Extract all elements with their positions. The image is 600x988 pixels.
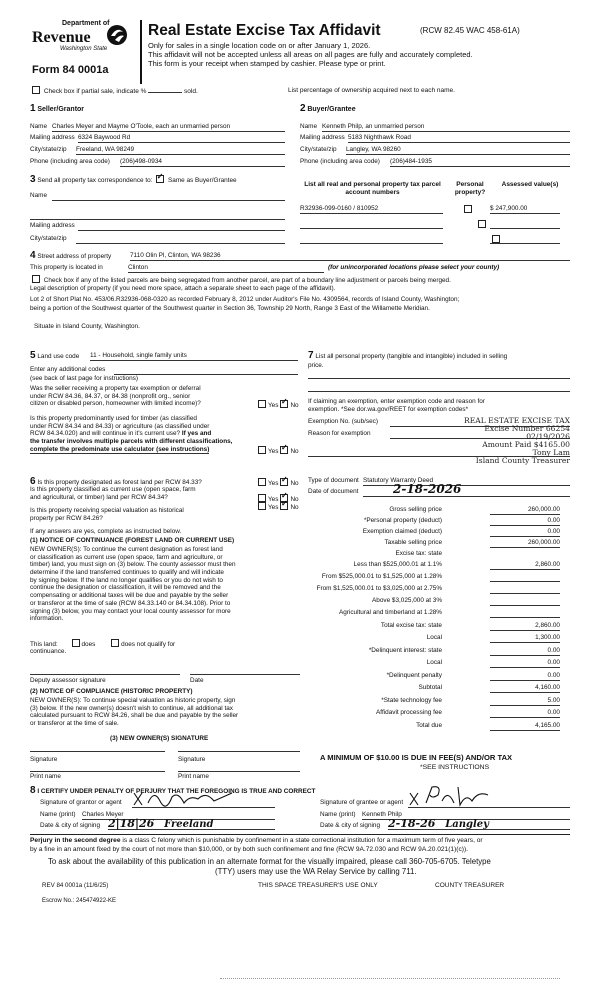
treasurer-stamp: REAL ESTATE EXCISE TAX Excise Number 66254 02/19/2026 Amount Paid $4165.00 Tony Lam Island County Treasurer [463,416,570,465]
buyer-phone-row: Phone (including area code) (206)484-1935 [300,158,570,166]
current-use-question: Is this property classified as current use (open space, farm and agricultural, or timber) land per RCW 84.34? Yes✓ No [30,486,302,501]
deputy-date-label: Date [190,677,204,684]
land-use-field[interactable]: 11 - Household, single family units [90,352,298,361]
property-location-field[interactable]: Clinton [128,264,324,273]
notice2-line: (3) below. If the new owner(s) doesn't wish to continue, all additional tax [30,704,233,712]
parcel-field-3[interactable] [300,235,443,244]
legal-label: Legal description of property (if you need more space, attach a separate sheet to each page of the affidavit). [30,285,336,292]
bracket1-field[interactable]: 2,860.00 [490,561,560,570]
personal-property-line-2[interactable] [308,385,570,392]
delinq-local-field[interactable]: 0.00 [490,659,560,668]
grantor-name-field[interactable]: Charles Meyer [82,811,275,820]
notice1-line: continue the designation or classification, it will be removed and the [30,584,221,592]
dept-line3: Washington State [60,46,108,52]
availability-line2: (TTY) users may use the WA Relay Service by calling 711. [215,867,417,876]
same-as-buyer-checkbox[interactable] [156,175,164,183]
subtotal-row: Subtotal 4,160.00 [418,684,560,691]
this-land-row: This land: does does not qualify for [30,641,176,648]
personal-row: *Personal property (deduct) 0.00 [363,517,560,524]
legal-description-2: being a portion of the Southwest quarter of the Southwest quarter in Section 36, Township 29 North, Range 3 East of the Willamette Meridian. [30,305,430,312]
assessed-header: Assessed value(s) [501,181,559,188]
notice1-line: or classification as current use (open space, farm and agriculture, or [30,553,223,561]
timber-question: Is this property predominantly used for timber (as classified under RCW 84.34 and 84.33) or agriculture (as classified under RCW 84.34.020) and will continue in it's current use? If yes and the transfer involves multiple parcels with different classifications, complete the predominate use calculator (see instructions) Yes✓ No [30,415,300,453]
seller-phone-field[interactable]: (206)498-0934 [120,158,285,167]
exemption-claim-text-b: exemption. *See dor.wa.gov/REET for exemption codes* [308,406,469,413]
parcel-field-2[interactable] [300,220,443,229]
notice1-line: determine if the land transferred continues to qualify and will indicate [30,569,224,577]
notice2-line: calculated pursuant to RCW 84.26, shall be due and payable by the seller [30,712,239,720]
notice1-body [30,546,300,623]
partial-sale-checkbox[interactable] [32,86,40,94]
bracket4-field[interactable] [490,597,560,606]
personal-property-line-1[interactable] [308,372,570,379]
grantor-name-row: Name (print) Charles Meyer [40,811,275,819]
notice1-line: or transferor at the time of sale (RCW 84.33.140 or 84.34.108). Prior to [30,599,231,607]
seller-address-field[interactable]: 6324 Baywood Rd [78,134,285,143]
bracket2-field[interactable] [490,573,560,582]
form-rcw: (RCW 82.45 WAC 458-61A) [420,26,520,35]
bracket3-row: From $1,525,000.01 to $3,025,000 at 2.75% [300,585,560,594]
buyer-city-field[interactable]: Langley, WA 98260 [346,146,570,155]
owner-print-line-2[interactable] [178,766,300,772]
grantor-date-field[interactable]: 2|18|26 Freeland [108,817,275,830]
seller-heading: 1 Seller/Grantor [30,103,85,114]
forest-question: 6 Is this property designated as forest land per RCW 84.33? Yes✓ No [30,476,302,488]
deputy-sig-line[interactable] [30,668,180,675]
section4-located-row: This property is located in Clinton (for unincorporated locations please select your county) [30,264,500,271]
legal-description-3: Situate in Island County, Washington. [34,323,140,330]
buyer-address-row: Mailing address 5183 Nighthawk Road [300,134,570,142]
tax-calculation [300,506,560,756]
perjury-line1: Perjury in the second degree is a class C felony which is punishable by confinement in a state correctional institution for a maximum term of five years, or [30,837,483,844]
buyer-heading: 2 Buyer/Grantee [300,103,356,114]
owner-sig-label-2: Signature [178,756,206,763]
grantee-date-field[interactable]: 2-18-26 Langley [388,817,570,830]
assessed-field-1[interactable]: $ 247,900.00 [490,205,560,214]
owner-sig-label-1: Signature [30,756,58,763]
legal-description-1: Lot 2 of Short Plat No. 453/06.R32936-068-0320 as recorded February 8, 2012 under Auditor's File No. 4309564, records of Island County, Washington; [30,296,460,303]
notice1-line: by signing below. If the land no longer qualifies or you do not wish to [30,576,223,584]
owner-sig-line-1[interactable] [30,745,165,752]
owner-print-line-1[interactable] [30,766,165,772]
notice2-line: or transferor at the time of sale. [30,720,119,728]
notice1-line: signing (3) below, you may contact your local county assessor for more [30,607,231,615]
section3-mailing-field[interactable] [78,222,285,231]
bracket4-row: Above $3,025,000 at 3% [300,597,560,606]
does-not-qualify-checkbox[interactable] [111,639,119,647]
minimum-due-note: A MINIMUM OF $10.00 IS DUE IN FEE(S) AND/OR TAX [320,753,513,762]
escrow-number: Escrow No.: 245474922-KE [42,898,117,904]
notice2-title: (2) NOTICE OF COMPLIANCE (HISTORIC PROPERTY) [30,688,193,695]
personal-header: Personal property? [454,181,486,196]
historic-yes-checkbox[interactable] [258,502,266,510]
notice1-title: (1) NOTICE OF CONTINUANCE (FOREST LAND OR CURRENT USE) [30,537,235,544]
section3-city-row: City/state/zip [30,235,285,243]
exemption-claim-text-a: If claiming an exemption, enter exemption code and reason for [308,398,485,405]
notice1-line: NEW OWNER(S): To continue the current designation as forest land [30,546,223,553]
timber-yes-checkbox[interactable] [258,446,266,454]
grantor-sig-row: Signature of grantor or agent [40,799,275,807]
total-due-row: Total due 4,165.00 [416,722,560,729]
personal-field[interactable]: 0.00 [490,517,560,526]
doc-type-field[interactable]: Statutory Warranty Deed [363,477,570,486]
grantee-sig-row: Signature of grantee or agent [320,799,570,807]
bracket3-field[interactable] [490,585,560,594]
deputy-date-line[interactable] [190,668,300,675]
dept-line2: Revenue [32,29,91,46]
partial-percent-field[interactable] [148,92,182,93]
total-state-field[interactable]: 2,860.00 [490,622,560,631]
see-instructions-note: *SEE INSTRUCTIONS [420,764,490,771]
bracket5-row: Agricultural and timberland at 1.28% [300,609,560,618]
local-field[interactable]: 1,300.00 [490,634,560,643]
grantor-signature-field[interactable] [132,799,275,808]
header-divider [140,20,142,84]
delinq-penalty-row: *Delinquent penalty 0.00 [386,672,560,679]
grantee-signature-field[interactable] [408,799,570,808]
grantee-date-row: Date & city of signing 2-18-26 Langley [320,822,570,830]
bracket1-row: Less than $525,000.01 at 1.1% 2,860.00 [353,561,560,568]
notice2-line: NEW OWNER(S): To continue special valuation as historic property, sign [30,697,236,704]
property-street-field[interactable]: 7110 Olin Pl, Clinton, WA 98236 [130,252,570,261]
section3-heading: 3 Send all property tax correspondence to: ✓ Same as Buyer/Grantee [30,174,237,186]
exemption-no-row: Exemption No. (sub/sec) [308,418,570,426]
grantee-name-field[interactable]: Kenneth Philp [362,811,570,820]
taxable-field[interactable]: 260,000.00 [490,539,560,548]
section3-city-field[interactable] [76,235,285,244]
section3-name-line2[interactable] [30,211,285,220]
deputy-sig-label: Deputy assessor signature [30,677,106,684]
doc-type-row: Type of document Statutory Warranty Deed [308,477,570,485]
list-percentage-note: List percentage of ownership acquired next to each name. [288,87,455,94]
delinq-state-row: *Delinquent interest: state 0.00 [368,647,560,654]
parcel-field-1[interactable]: R32936-099-0160 / 810952 [300,205,443,214]
form-title: Real Estate Excise Tax Affidavit [148,22,381,39]
exemption-row: Exemption claimed (deduct) 0.00 [362,528,560,535]
revenue-swoosh-icon [106,24,128,46]
land-use-row: 5 Land use code 11 - Household, single family units [30,350,298,362]
form-number: Form 84 0001a [32,64,109,76]
notice1-line: compensating or additional taxes will be due and payable by the seller [30,592,229,600]
owner-print-label-2: Print name [178,773,209,780]
tech-fee-field[interactable]: 5.00 [490,697,560,706]
reason-row: Reason for exemption [308,430,570,438]
historic-question: Is this property receiving special valuation as historical property per RCW 84.26? Yes✓ No [30,507,302,522]
header-note3: This form is your receipt when stamped by cashier. Please type or print. [148,59,386,68]
forest-yes-checkbox[interactable] [258,478,266,486]
affidavit-fee-row: Affidavit processing fee 0.00 [376,709,560,716]
seller-city-row: City/state/zip Freeland, WA 98249 [30,146,285,154]
seller-name-row: Name Charles Meyer and Mayme O'Toole, each an unmarried person [30,123,285,131]
assessed-field-3[interactable] [490,235,560,244]
section3-mailing-row: Mailing address [30,222,285,230]
affidavit-fee-field[interactable]: 0.00 [490,709,560,718]
perjury-line2: by a fine in an amount fixed by the court of not more than $10,000, or by both such confinement and fine (RCW 9A.72.030 and RCW 9A.20.021(1)(c)). [30,846,468,853]
segregation-row: Check box if any of the listed parcels are being segregated from another parcel, are part of a boundary line adjustment or parcels being merged. [30,275,451,285]
section3-name-row: Name [30,192,285,200]
total-due-field[interactable]: 4,165.00 [490,722,560,731]
personal-checkbox-1[interactable] [464,205,472,213]
partial-sale-row: Check box if partial sale, indicate % sold. [30,86,198,96]
exemption-no-checkbox[interactable] [280,400,288,408]
notice1-line: timber) land, you must sign on (3) below. The county assessor must then [30,561,236,569]
dor-logo [30,20,130,66]
doc-date-row: Date of document 2-18-2026 [308,488,570,496]
current-use-yes-checkbox[interactable] [258,494,266,502]
header-note2: This affidavit will not be accepted unless all areas on all pages are fully and accurately completed. [148,50,473,59]
buyer-city-row: City/state/zip Langley, WA 98260 [300,146,570,154]
doc-date-field[interactable]: 2-18-2026 [363,482,570,497]
gross-field[interactable]: 260,000.00 [490,506,560,515]
perjury-divider [30,834,570,835]
form-revision: REV 84 0001a (11/6/25) [42,882,109,889]
historic-no-checkbox[interactable] [280,502,288,510]
treasurer-use-label: THIS SPACE TREASURER'S USE ONLY [258,882,378,889]
grantor-signature-scribble [132,787,242,809]
excise-state-row: Excise tax: state [395,550,442,557]
grantee-signature-scribble [408,783,518,809]
dept-line1: Department of [62,20,110,27]
grantee-name-row: Name (print) Kenneth Philp [320,811,570,819]
notice1-line: information. [30,615,64,623]
owner-sig-line-2[interactable] [178,745,300,752]
delinq-penalty-field[interactable]: 0.00 [490,672,560,681]
delinq-state-field[interactable]: 0.00 [490,647,560,656]
segregation-checkbox[interactable] [32,275,40,283]
new-owner-sig-title: (3) NEW OWNER(S) SIGNATURE [110,735,209,742]
exemption-yes-checkbox[interactable] [258,400,266,408]
parcel-header: List all real and personal property tax parcel account numbers [304,181,441,196]
buyer-name-row: Name Kenneth Philp, an unmarried person [300,123,570,131]
seller-city-field[interactable]: Freeland, WA 98249 [76,146,285,155]
timber-no-checkbox[interactable] [280,446,288,454]
availability-line1: To ask about the availability of this publication in an alternate format for the visually impaired, please call 360-705-6705. Teletype [48,857,491,866]
buyer-address-field[interactable]: 5183 Nighthawk Road [348,134,570,143]
owner-print-label-1: Print name [30,773,61,780]
buyer-name-field[interactable]: Kenneth Philp, an unmarried person [322,123,570,132]
unincorporated-note: (for unincorporated locations please select your county) [328,264,500,271]
receipt-tear-line [220,978,560,979]
bracket2-row: From $525,000.01 to $1,525,000 at 1.28% [300,573,560,582]
if-yes-note: If any answers are yes, complete as instructed below. [30,528,182,535]
tech-fee-row: *State technology fee 5.00 [381,697,560,704]
local-row: Local 1,300.00 [426,634,560,641]
additional-codes-row: Enter any additional codes [30,366,298,374]
section7-text: 7 List all personal property (tangible and intangible) included in selling price. [308,350,508,369]
exemption-field[interactable]: 0.00 [490,528,560,537]
certify-heading: 8 I CERTIFY UNDER PENALTY OF PERJURY THAT THE FOREGOING IS TRUE AND CORRECT [30,785,316,796]
forest-no-checkbox[interactable] [280,478,288,486]
seller-phone-row: Phone (including area code) (206)498-0934 [30,158,285,166]
seller-name-field[interactable]: Charles Meyer and Mayme O'Toole, each an unmarried person [52,123,285,132]
section4-street-row: 4 Street address of property 7110 Olin Pl, Clinton, WA 98236 [30,250,570,262]
taxable-row: Taxable selling price 260,000.00 [384,539,560,546]
bracket5-field[interactable] [490,609,560,618]
delinq-local-row: Local 0.00 [426,659,560,666]
continuance-label: continuance. [30,648,67,655]
personal-checkbox-2[interactable] [478,220,486,228]
header-note1: Only for sales in a single location code on or after January 1, 2026. [148,41,371,50]
total-state-row: Total excise tax: state 2,860.00 [380,622,560,629]
assessed-field-2[interactable] [490,220,560,229]
additional-codes-field[interactable] [114,366,298,375]
additional-codes-note: (see back of last page for instructions) [30,375,138,382]
buyer-phone-field[interactable]: (206)484-1935 [390,158,570,167]
subtotal-field[interactable]: 4,160.00 [490,684,560,693]
gross-row: Gross selling price 260,000.00 [389,506,560,513]
exemption-question: Was the seller receiving a property tax exemption or deferral under RCW 84.36, 84.37, or 84.38 (nonprofit org., senior citizen or disabled person, homeowner with limited income)? Yes✓ No [30,385,300,408]
notice2-body [30,697,300,728]
section3-name-field[interactable] [52,192,285,201]
seller-address-row: Mailing address 6324 Baywood Rd [30,134,285,142]
does-qualify-checkbox[interactable] [72,639,80,647]
grantor-date-row: Date & city of signing 2|18|26 Freeland [40,822,275,830]
county-treasurer-label: COUNTY TREASURER [435,882,505,889]
